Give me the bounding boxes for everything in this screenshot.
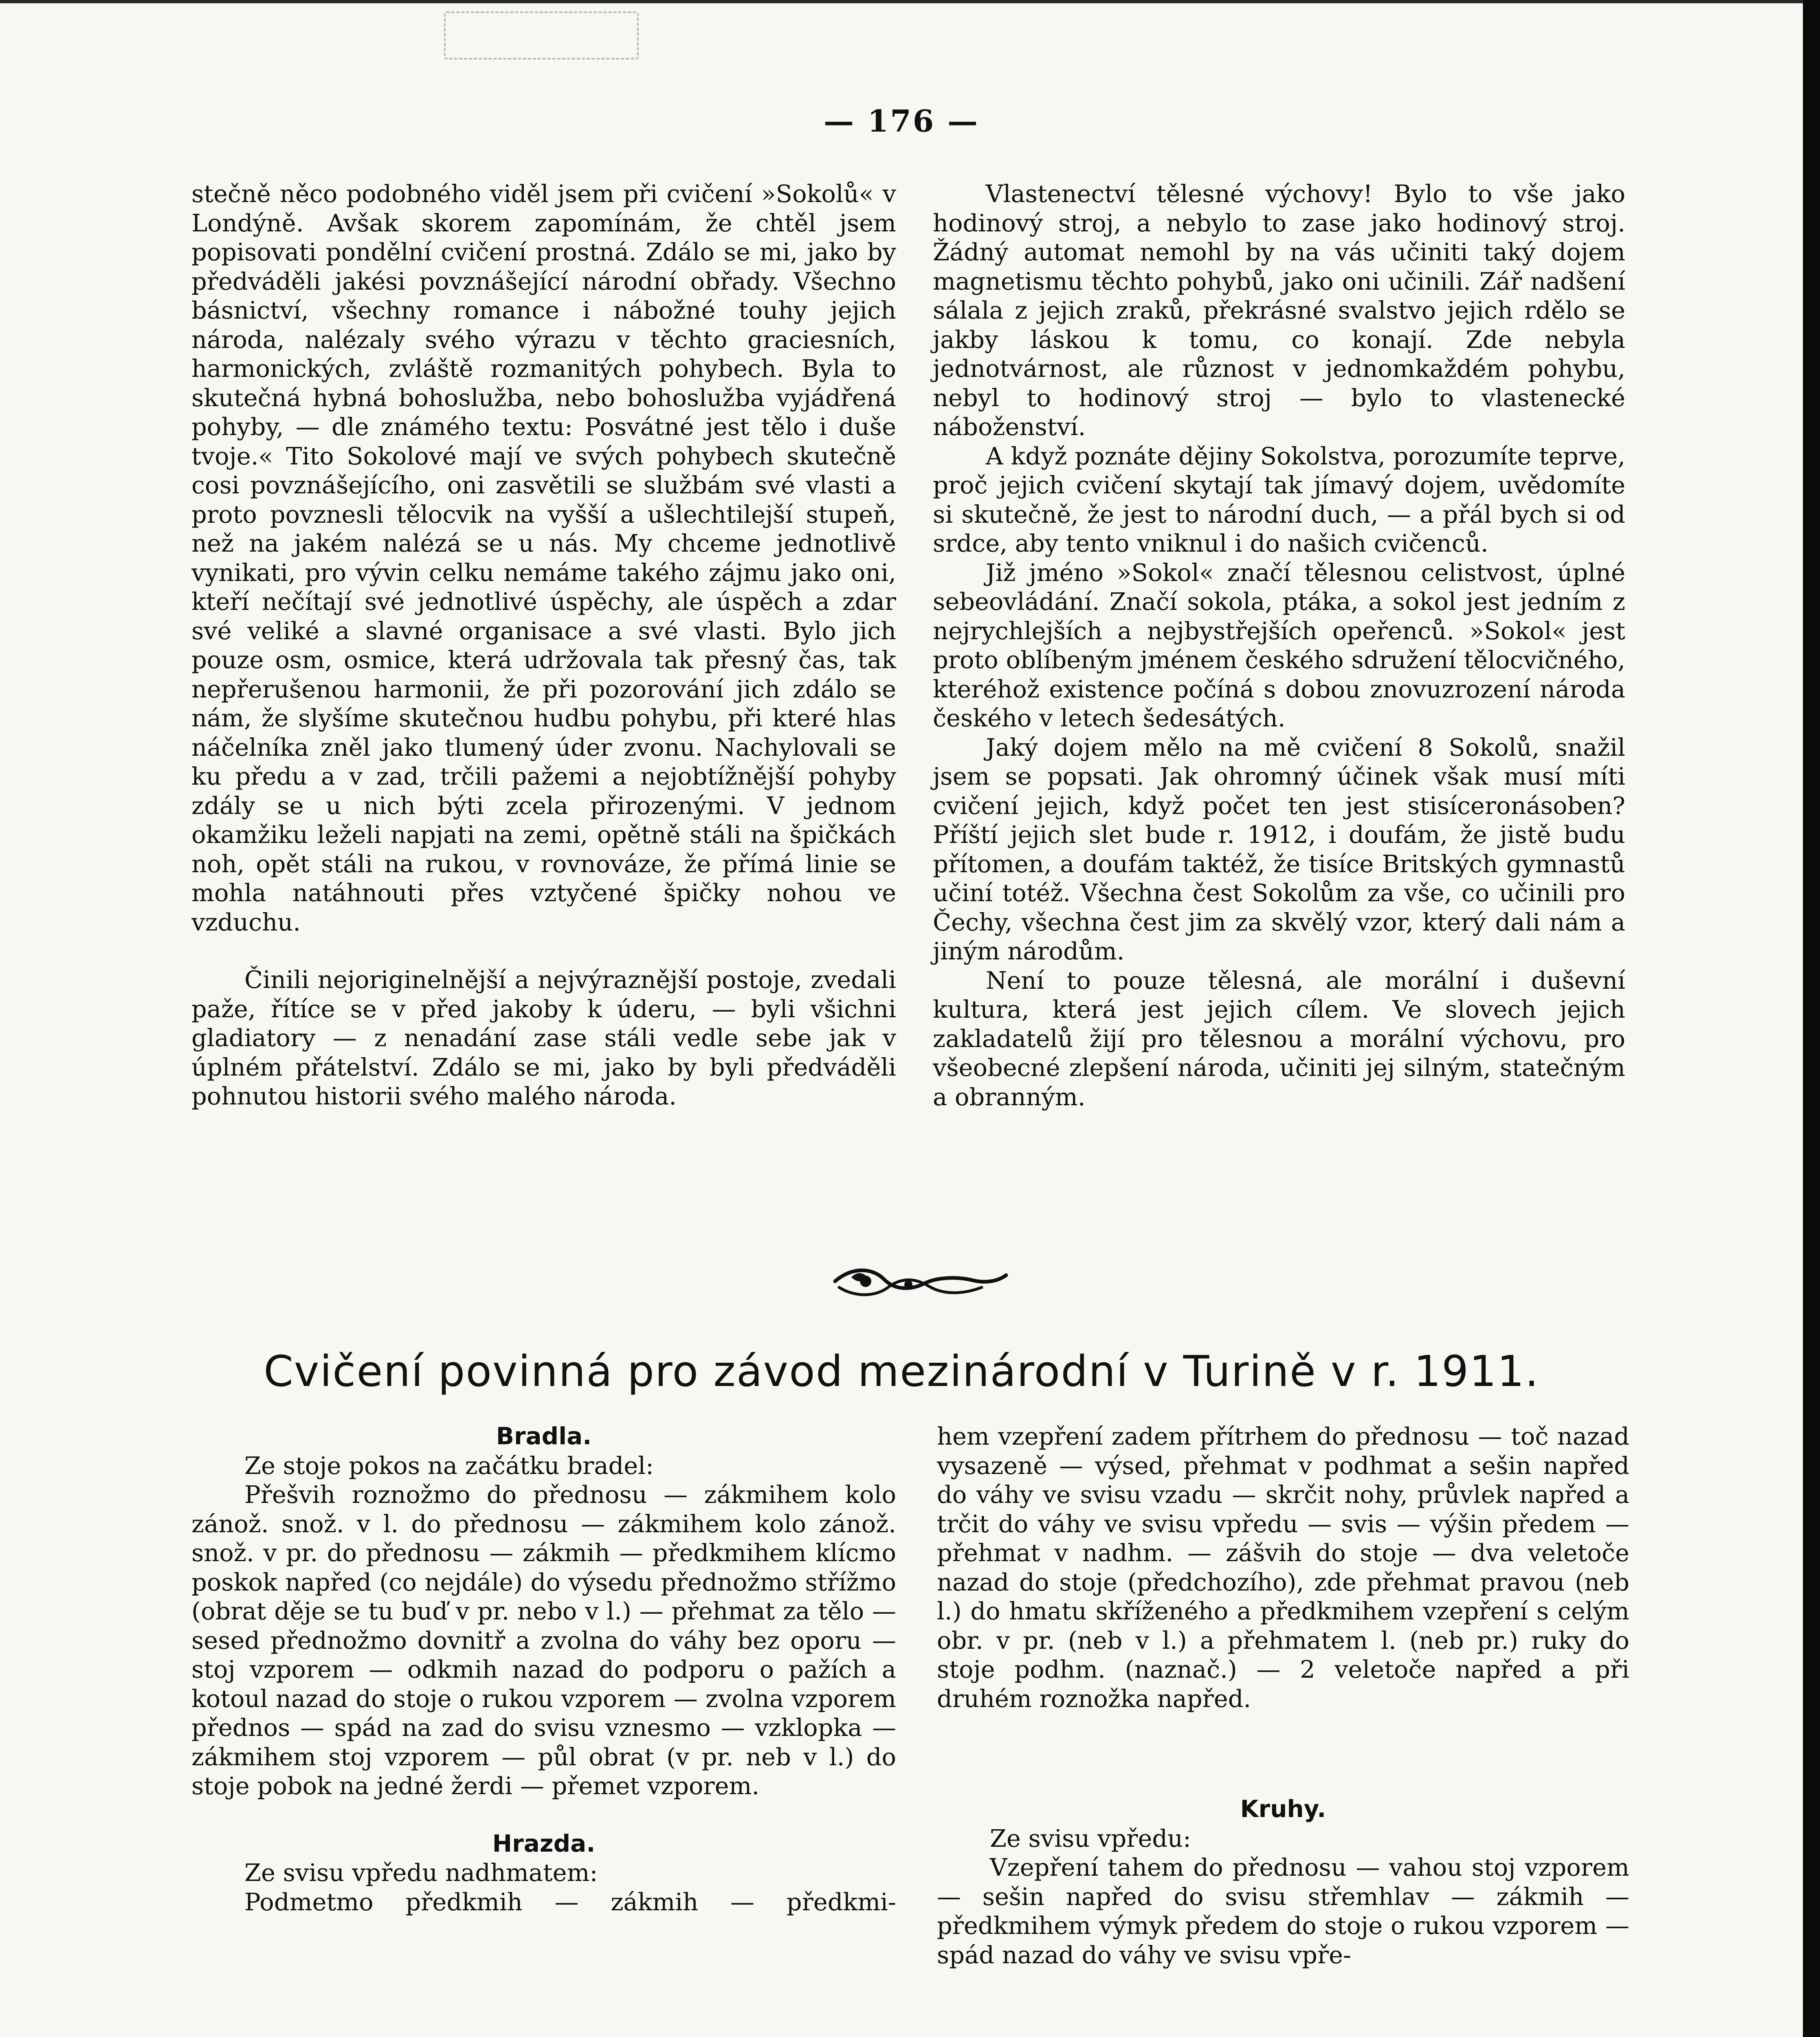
heading-bradla: Bradla. [496,1422,592,1450]
kruhy-text: Vzepření tahem do přednosu — vahou stoj vzporem — sešin napřed do svisu střemhlav — zákmih — předkmihem výmyk předem do stoje o rukou vzporem — spád nazad do váhy ve svisu vpře- [937,1853,1629,1969]
section-title: Cvičení povinná pro závod mezinárodní v Turině v r. 1911. [264,1346,1539,1396]
hrazda-text-continued: hem vzepření zadem přítrhem do přednosu — toč nazad vysazeně — výsed, přehmat v podhmat a sešin napřed do váhy ve svisu vzadu — skrčit nohy, průvlek napřed a trčit do váhy ve svisu vpředu — svis — výšin předem — přehmat v nadhm. — zášvih do stoje — dva veletoče nazad do stoje (předchozího), zde přehmat pravou (neb l.) do hmatu skříženého a předkmihem vzepření s celým obr. v pr. (neb v l.) a přehmatem l. (neb pr.) ruky do stoje podhm. (naznač.) — 2 veletoče napřed a při druhém roznožka napřed. [937,1422,1629,1713]
kruhy-intro: Ze svisu vpředu: [990,1824,1191,1852]
paragraph: stečně něco podobného viděl jsem při cvičení »Sokolů« v Londýně. Avšak skorem zapomínám, že chtěl jsem popisovati pondělní cvičení prostná. Zdálo se mi, jako by předváděli jakési povznášející národní obřady. Všechno básnictví, všechny romance i nábožné touhy jejich národa, nalézaly svého výrazu v těchto graciesních, harmonických, zvláště rozmanitých pohybech. Byla to skutečná hybná bohoslužba, nebo bohoslužba vyjádřená pohyby, — dle známého textu: Posvátné jest tělo i duše tvoje.« Tito Sokolové mají ve svých pohybech skutečně cosi povznášejícího, oni zasvětili se službám své vlasti a proto povznesli tělocvik na vyšší a ušlechtilejší stupeň, než na jakém nalézá se u nás. My chceme jednotlivě vynikati, pro vývin celku nemáme takého zájmu jako oni, kteří nečítají své jednotlivé úspěchy, ale úspěch a zdar své veliké a slavné organisace a své vlasti. Bylo jich pouze osm, osmice, která udržovala tak přesný čas, tak nepřerušenou harmonii, že při pozorování jich zdálo se nám, že slyšíme skutečnou hudbu pohybu, při které hlas náčelníka zněl jako tlumený úder zvonu. Nachylovali se ku předu a v zad, trčili pažemi a nejobtížnější pohyby zdály se u nich býti zcela přirozenými. V jednom okamžiku leželi napjati na zemi, opětně stáli na špičkách noh, opět stáli na rukou, v rovnováze, že přímá linie se mohla natáhnouti přes vztyčené špičky nohou ve vzduchu. [191,180,896,936]
hrazda-intro: Ze svisu vpředu nadhmatem: [244,1859,598,1887]
paragraph: A když poznáte dějiny Sokolstva, porozumíte teprve, proč jejich cvičení skytají tak jímavý dojem, uvědomíte si skutečně, že jest to národní duch, — a přál bych si od srdce, aby tento vniknul i do našich cvičenců. [933,442,1625,557]
paragraph: Jaký dojem mělo na mě cvičení 8 Sokolů, snažil jsem se popsati. Jak ohromný účinek však musí míti cvičení jejich, když počet ten jest stisíceronásoben? Příští jejich slet bude r. 1912, i doufám, že jistě budu přítomen, a doufám taktéž, že tisíce Britských gymnastů učiní totéž. Všechna čest Sokolům za vše, co učinili pro Čechy, všechna čest jim za skvělý vzor, který dali nám a jiným národům. [933,733,1625,965]
article-column-left [191,179,896,1111]
paragraph-gap [191,937,896,965]
exercises-column-right [937,1422,1629,1969]
section-gap [937,1713,1629,1795]
heading-hrazda: Hrazda. [492,1829,596,1857]
paragraph: Vlastenectví tělesné výchovy! Bylo to vše jako hodinový stroj, a nebylo to zase jako hodinový stroj. Žádný automat nemohl by na vás učiniti taký dojem magnetismu těchto pohybů, jako oni učinili. Zář nadšení sálala z jejich zraků, překrásné svalstvo jejich rdělo se jakby láskou k tomu, co konají. Zde nebyla jednotvárnost, ale různost v jednomkaždém pohybu, nebyl to hodinový stroj — bylo to vlastenecké náboženství. [933,180,1625,441]
library-stamp [444,11,639,59]
hrazda-text-start: Podmetmo předkmih — zákmih — předkmi- [244,1887,896,1916]
bradla-text: Přešvih roznožmo do přednosu — zákmihem kolo zánož. snož. v l. do přednosu — zákmihem kolo zánož. snož. v pr. do přednosu — zákmih — předkmihem klícmo poskok napřed (co nejdále) do výsedu přednožmo střížmo (obrat děje se tu buď v pr. nebo v l.) — přehmat za tělo — sesed přednožmo dovnitř a zvolna do váhy bez oporu — stoj vzporem — odkmih nazad do podporu o pažích a kotoul nazad do stoje o rukou vzporem — zvolna vzporem přednos — spád na zad do svisu vznesmo — vzklopka — zákmihem stoj vzporem — půl obrat (v pr. neb v l.) do stoje pobok na jedné žerdi — přemet vzporem. [191,1480,896,1800]
decorative-ornament [827,1265,1010,1302]
heading-kruhy: Kruhy. [1240,1795,1326,1823]
scan-border-right [1803,0,1820,2037]
page-number: — 176 — [824,104,979,139]
paragraph: Činili nejoriginelnější a nejvýraznější postoje, zvedali paže, řítíce se v před jakoby k úderu, — byli všichni gladiatory — z nenadání zase stáli vedle sebe jak v úplném přátelství. Zdálo se mi, jako by byli předváděli pohnutou historii svého malého národa. [191,966,896,1110]
section-gap [191,1801,896,1829]
page-edge-top [0,0,1820,3]
bradla-intro: Ze stoje pokos na začátku bradel: [244,1451,654,1480]
paragraph: Není to pouze tělesná, ale morální i duševní kultura, která jest jejich cílem. Ve slovech jejich zakladatelů žijí pro tělesnou a morální výchovu, pro všeobecné zlepšení národa, učiniti jej silným, statečným a obranným. [933,966,1625,1111]
article-column-right [933,179,1625,1111]
paragraph: Již jméno »Sokol« značí tělesnou celistvost, úplné sebeovládání. Značí sokola, ptáka, a sokol jest jedním z nejrychlejších a nejbystřejších opeřenců. »Sokol« jest proto oblíbeným jménem českého sdružení tělocvičného, kteréhož existence počíná s dobou znovuzrození národa českého v letech šedesátých. [933,558,1625,732]
exercises-column-left [191,1422,896,1916]
